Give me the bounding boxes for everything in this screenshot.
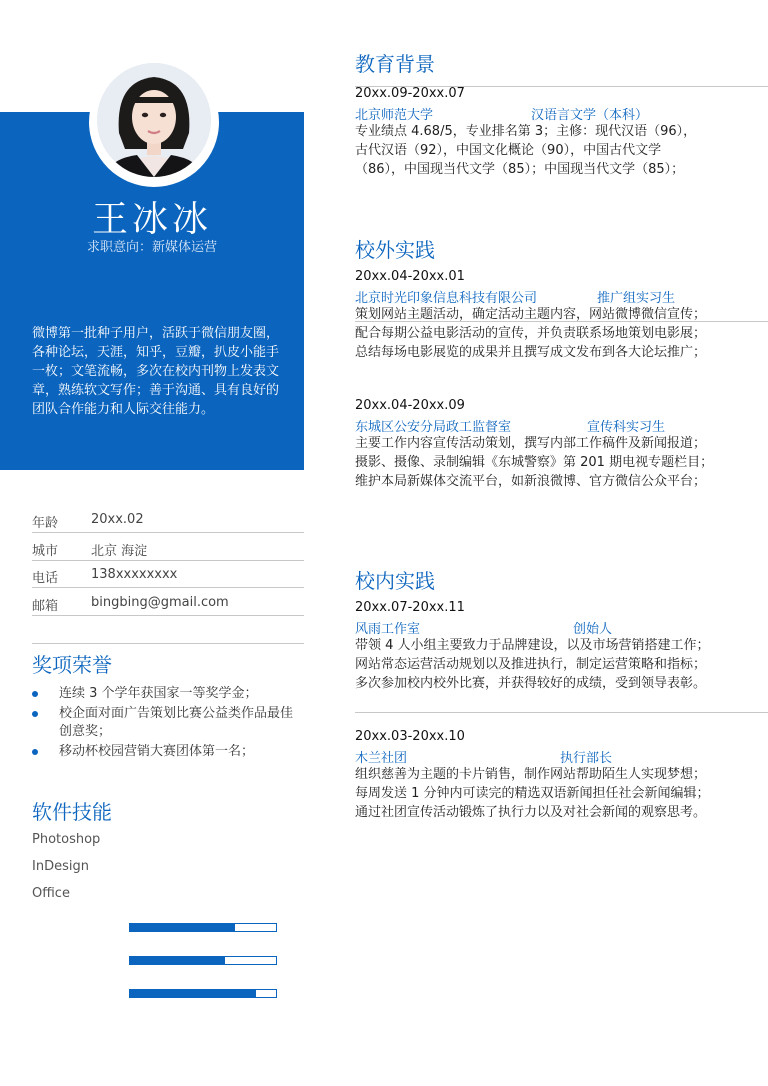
- education-school: 北京师范大学: [355, 108, 434, 123]
- info-label: 电话: [32, 571, 59, 586]
- entry-role: 创始人: [573, 622, 613, 637]
- bullet-icon: [32, 691, 38, 697]
- bullet-icon: [32, 711, 38, 717]
- skill-level-bar: [129, 989, 277, 998]
- entry-role: 执行部长: [560, 751, 613, 766]
- list-item: 连续 3 个学年获国家一等奖学金；: [32, 685, 302, 703]
- list-item: 校企面对面广告策划比赛公益类作品最佳创意奖；: [32, 705, 302, 741]
- self-introduction: 微博第一批种子用户，活跃于微信朋友圈，各种论坛，天涯，知乎，豆瓣，扒皮小能手一枚；文笔流畅，多次在校内刊物上发表文章，熟练软文写作；善于沟通、具有良好的团队合作能力和人际交往能力。: [32, 326, 280, 417]
- entry-org: 风雨工作室: [355, 622, 421, 637]
- entry-org: 木兰社团: [355, 751, 408, 766]
- portrait-image: [97, 63, 211, 177]
- divider: [355, 712, 768, 713]
- info-label: 邮箱: [32, 599, 59, 614]
- job-intent: 求职意向：新媒体运营: [86, 240, 217, 255]
- education-title: 教育背景: [355, 52, 435, 76]
- profile-photo: [97, 63, 211, 177]
- awards-list: [32, 685, 302, 763]
- entry-details: 带领 4 人小组主要致力于品牌建设，以及市场营销搭建工作； 网站常态运营活动规划以及推进执行，制定运营策略和指标； 多次参加校内校外比赛，并获得较好的成绩，受到领导表彰。: [355, 638, 710, 691]
- divider: [32, 643, 304, 644]
- entry-details: 策划网站主题活动，确定活动主题内容，网站微博微信宣传； 配合每期公益电影活动的宣传，并负责联系场地策划电影展； 总结每场电影展览的成果并且撰写成文发布到各大论坛推广；: [355, 307, 707, 360]
- info-row-age: [32, 508, 304, 533]
- external-practice-title: 校外实践: [355, 238, 435, 262]
- skill-name: Photoshop: [32, 832, 101, 847]
- entry-details: 主要工作内容宣传活动策划，撰写内部工作稿件及新闻报道； 摄影、摄像、录制编辑《东城警察》第 201 期电视专题栏目； 维护本局新媒体交流平台，如新浪微博、官方微信公众平台；: [355, 436, 714, 489]
- skill-level-fill: [130, 990, 256, 997]
- education-details: 专业绩点 4.68/5，专业排名第 3；主修：现代汉语（96）， 古代汉语（92），中国文化概论（90），中国古代文学 （86），中国现当代文学（85）；中国现当代文学（85）；: [355, 124, 697, 177]
- info-row-city: [32, 536, 304, 561]
- entry-date: 20xx.03-20xx.10: [355, 729, 465, 744]
- skills-title: 软件技能: [32, 800, 112, 824]
- info-value: 20xx.02: [91, 512, 144, 527]
- info-value: 138xxxxxxxx: [91, 567, 178, 582]
- skill-name: InDesign: [32, 859, 89, 874]
- skill-level-fill: [130, 957, 225, 964]
- info-label: 城市: [32, 544, 59, 559]
- list-item: 移动杯校园营销大赛团体第一名；: [32, 743, 302, 761]
- skill-level-bar: [129, 923, 277, 932]
- info-row-phone: [32, 563, 304, 588]
- education-date: 20xx.09-20xx.07: [355, 86, 465, 101]
- education-major: 汉语言文学（本科）: [531, 108, 649, 123]
- skill-level-fill: [130, 924, 235, 931]
- entry-details: 组织慈善为主题的卡片销售，制作网站帮助陌生人实现梦想； 每周发送 1 分钟内可读完的精选双语新闻担任社会新闻编辑； 通过社团宣传活动锻炼了执行力以及对社会新闻的观察思考。: [355, 767, 710, 820]
- entry-date: 20xx.04-20xx.01: [355, 269, 465, 284]
- entry-date: 20xx.07-20xx.11: [355, 600, 465, 615]
- skill-level-bar: [129, 956, 277, 965]
- awards-title: 奖项荣誉: [32, 653, 112, 677]
- bullet-icon: [32, 749, 38, 755]
- info-label: 年龄: [32, 516, 59, 531]
- internal-practice-title: 校内实践: [355, 569, 435, 593]
- entry-date: 20xx.04-20xx.09: [355, 398, 465, 413]
- candidate-name: 王冰冰: [91, 199, 212, 240]
- skill-name: Office: [32, 886, 70, 901]
- entry-role: 宣传科实习生: [587, 420, 666, 435]
- info-value: bingbing@gmail.com: [91, 595, 229, 610]
- entry-org: 东城区公安分局政工监督室: [355, 420, 512, 435]
- entry-org: 北京时光印象信息科技有限公司: [355, 291, 538, 306]
- info-row-email: [32, 591, 304, 616]
- entry-role: 推广组实习生: [597, 291, 676, 306]
- info-value: 北京 海淀: [91, 544, 148, 559]
